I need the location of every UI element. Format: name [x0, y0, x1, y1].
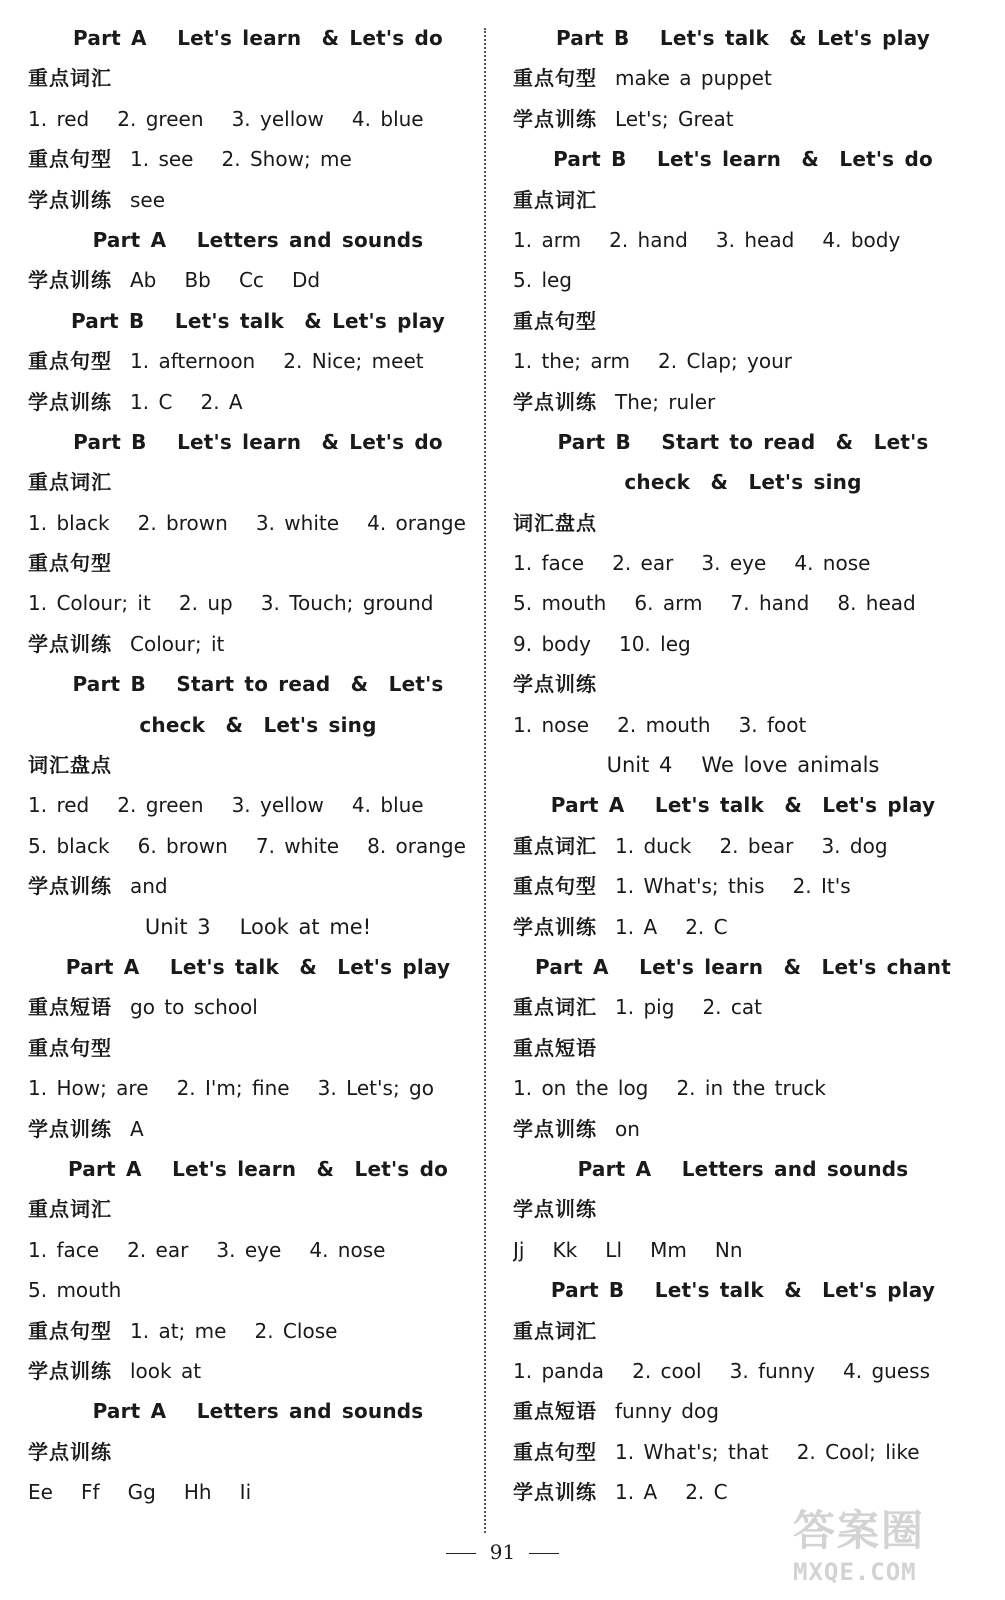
answer-text: 1. arm 2. hand 3. head 4. body — [513, 227, 901, 252]
answer-category-label: 重点句型 — [28, 1318, 112, 1343]
answer-category-label: 学点训练 — [28, 389, 112, 414]
answer-line — [28, 543, 488, 583]
answer-line — [28, 260, 488, 300]
unit-title — [513, 745, 973, 785]
answer-category-label: 学点训练 — [513, 1480, 597, 1505]
answer-line — [513, 301, 973, 341]
section-heading — [28, 422, 488, 462]
answer-category-label: 学点训练 — [513, 672, 597, 697]
answer-text: Ab Bb Cc Dd — [130, 268, 321, 293]
answer-line — [28, 1028, 488, 1068]
answer-line — [28, 382, 488, 422]
left-column — [28, 18, 488, 1512]
answer-text: 1. see 2. Show; me — [130, 147, 352, 172]
answer-line — [513, 220, 973, 260]
answer-category-label: 学点训练 — [513, 389, 597, 414]
answer-line — [513, 1068, 973, 1108]
answer-category-label: 重点句型 — [513, 66, 597, 91]
answer-line — [28, 503, 488, 543]
answer-line — [513, 1230, 973, 1270]
answer-line — [513, 99, 973, 139]
answer-line — [513, 1028, 973, 1068]
answer-category-label: 重点词汇 — [513, 1318, 597, 1343]
watermark-logo: 答案圈 — [793, 1506, 926, 1555]
answer-category-label: 重点短语 — [28, 995, 112, 1020]
heading-text: Part B Start to read & Let's — [72, 672, 444, 697]
section-heading — [28, 1149, 488, 1189]
section-heading — [513, 1270, 973, 1310]
heading-text: Part B Let's talk & Let's play — [70, 308, 446, 333]
answer-line — [513, 987, 973, 1027]
answer-text: 1. How; are 2. I'm; fine 3. Let's; go — [28, 1076, 434, 1101]
answer-line — [513, 341, 973, 381]
answer-text: go to school — [130, 995, 258, 1020]
column-divider — [484, 28, 486, 1533]
heading-text: Unit 4 We love animals — [606, 753, 880, 778]
heading-text: Part A Let's talk & Let's play — [65, 954, 451, 979]
answer-category-label: 学点训练 — [28, 1439, 112, 1464]
section-heading — [513, 18, 973, 58]
section-heading — [513, 1149, 973, 1189]
answer-line — [28, 785, 488, 825]
heading-text: Part A Let's learn & Let's do — [73, 26, 443, 50]
answer-text: 1. at; me 2. Close — [130, 1318, 338, 1343]
answer-line — [28, 1472, 488, 1512]
answer-text: 5. mouth 6. arm 7. hand 8. head — [513, 591, 916, 616]
answer-category-label: 学点训练 — [513, 1116, 597, 1141]
footer-dash-left — [446, 1553, 476, 1554]
answer-category-label: 重点词汇 — [513, 833, 597, 858]
answer-category-label: 重点句型 — [28, 349, 112, 374]
answer-line — [28, 1109, 488, 1149]
answer-text: 5. black 6. brown 7. white 8. orange — [28, 833, 466, 858]
heading-text: Unit 3 Look at me! — [144, 914, 372, 939]
answer-text: Colour; it — [130, 631, 225, 656]
answer-line — [28, 1311, 488, 1351]
section-heading — [28, 18, 488, 58]
answer-line — [28, 624, 488, 664]
answer-category-label: 重点句型 — [28, 1035, 112, 1060]
watermark-site: MXQE.COM — [793, 1558, 917, 1586]
answer-line — [513, 180, 973, 220]
heading-text: Part A Let's learn & Let's chant — [535, 954, 951, 979]
answer-text: 5. mouth — [28, 1278, 122, 1303]
answer-category-label: 学点训练 — [28, 874, 112, 899]
answer-line — [28, 745, 488, 785]
answer-line — [513, 503, 973, 543]
answer-line — [28, 1432, 488, 1472]
section-heading — [513, 947, 973, 987]
section-heading — [513, 785, 973, 825]
answer-text: Ee Ff Gg Hh Ii — [28, 1480, 252, 1505]
heading-text: Part A Letters and sounds — [577, 1156, 909, 1181]
heading-text: Part B Start to read & Let's — [557, 429, 929, 454]
answer-line — [513, 1351, 973, 1391]
answer-category-label: 重点词汇 — [28, 470, 112, 495]
answer-category-label: 学点训练 — [28, 631, 112, 656]
answer-text: 1. face 2. ear 3. eye 4. nose — [513, 551, 871, 576]
answer-category-label: 学点训练 — [28, 1358, 112, 1383]
heading-text: Part B Let's learn & Let's do — [553, 147, 933, 172]
answer-line — [513, 1432, 973, 1472]
answer-text: 1. A 2. C — [615, 1480, 728, 1505]
answer-category-label: 学点训练 — [28, 187, 112, 212]
answer-line — [28, 462, 488, 502]
answer-text: 1. afternoon 2. Nice; meet — [130, 349, 424, 374]
answer-line — [28, 341, 488, 381]
section-heading — [513, 139, 973, 179]
answer-line — [28, 987, 488, 1027]
answer-line — [28, 826, 488, 866]
answer-text: 1. face 2. ear 3. eye 4. nose — [28, 1237, 386, 1262]
answer-category-label: 重点句型 — [28, 147, 112, 172]
answer-text: and — [130, 874, 168, 899]
section-heading — [28, 301, 488, 341]
answer-line — [28, 583, 488, 623]
section-heading — [28, 220, 488, 260]
answer-line — [28, 180, 488, 220]
answer-category-label: 学点训练 — [513, 1197, 597, 1222]
answer-text: Let's; Great — [615, 106, 734, 131]
heading-text: Part A Letters and sounds — [92, 227, 424, 252]
answer-text: 1. red 2. green 3. yellow 4. blue — [28, 106, 424, 131]
answer-line — [513, 866, 973, 906]
answer-text: 1. What's; this 2. It's — [615, 874, 851, 899]
answer-line — [513, 1109, 973, 1149]
section-heading — [28, 1391, 488, 1431]
answer-line — [513, 664, 973, 704]
section-heading — [28, 664, 488, 704]
answer-text: The; ruler — [615, 389, 716, 414]
right-column — [513, 18, 973, 1512]
answer-category-label: 重点词汇 — [513, 995, 597, 1020]
answer-line — [513, 1311, 973, 1351]
answer-line — [513, 382, 973, 422]
heading-text: Part B Let's talk & Let's play — [555, 26, 931, 50]
answer-line — [28, 99, 488, 139]
heading-text: check & Let's sing — [624, 470, 862, 495]
answer-text: funny dog — [615, 1399, 719, 1424]
heading-text: check & Let's sing — [139, 712, 377, 737]
answer-text: on — [615, 1116, 640, 1141]
answer-line — [28, 58, 488, 98]
answer-category-label: 重点词汇 — [513, 187, 597, 212]
answer-category-label: 词汇盘点 — [513, 510, 597, 535]
answer-line — [513, 1189, 973, 1229]
section-heading — [513, 422, 973, 462]
heading-text: Part B Let's learn & Let's do — [73, 429, 443, 454]
heading-text: Part A Letters and sounds — [92, 1399, 424, 1424]
answer-text: 1. A 2. C — [615, 914, 728, 939]
answer-category-label: 学点训练 — [513, 914, 597, 939]
answer-text: see — [130, 187, 166, 212]
page-number: 91 — [489, 1540, 516, 1564]
answer-category-label: 重点词汇 — [28, 1197, 112, 1222]
answer-line — [28, 1230, 488, 1270]
answer-line — [28, 1270, 488, 1310]
answer-category-label: 重点短语 — [513, 1399, 597, 1424]
answer-text: 1. nose 2. mouth 3. foot — [513, 712, 807, 737]
answer-line — [513, 260, 973, 300]
answer-line — [28, 139, 488, 179]
section-heading — [513, 462, 973, 502]
answer-line — [513, 58, 973, 98]
heading-text: Part B Let's talk & Let's play — [550, 1278, 936, 1303]
answer-text: make a puppet — [615, 66, 772, 91]
footer-dash-right — [529, 1553, 559, 1554]
answer-category-label: 重点句型 — [513, 308, 597, 333]
unit-title — [28, 907, 488, 947]
answer-text: 1. red 2. green 3. yellow 4. blue — [28, 793, 424, 818]
heading-text: Part A Let's talk & Let's play — [550, 793, 936, 818]
answer-category-label: 重点短语 — [513, 1035, 597, 1060]
answer-text: 1. duck 2. bear 3. dog — [615, 833, 888, 858]
answer-line — [513, 826, 973, 866]
answer-text: 1. What's; that 2. Cool; like — [615, 1439, 920, 1464]
section-heading — [28, 947, 488, 987]
answer-text: 1. on the log 2. in the truck — [513, 1076, 826, 1101]
answer-category-label: 重点句型 — [28, 551, 112, 576]
answer-category-label: 学点训练 — [28, 1116, 112, 1141]
watermark — [793, 1498, 983, 1588]
answer-text: 1. black 2. brown 3. white 4. orange — [28, 510, 466, 535]
answer-category-label: 重点句型 — [513, 874, 597, 899]
answer-line — [513, 543, 973, 583]
answer-line — [28, 1189, 488, 1229]
answer-line — [28, 1068, 488, 1108]
answer-line — [513, 624, 973, 664]
answer-text: Jj Kk Ll Mm Nn — [513, 1237, 743, 1262]
answer-category-label: 学点训练 — [28, 268, 112, 293]
answer-text: 1. pig 2. cat — [615, 995, 762, 1020]
answer-text: 1. Colour; it 2. up 3. Touch; ground — [28, 591, 434, 616]
answer-line — [513, 583, 973, 623]
answer-category-label: 学点训练 — [513, 106, 597, 131]
answer-line — [28, 1351, 488, 1391]
answer-text: 1. panda 2. cool 3. funny 4. guess — [513, 1358, 930, 1383]
answer-text: 9. body 10. leg — [513, 631, 691, 656]
answer-line — [513, 705, 973, 745]
answer-text: 5. leg — [513, 268, 572, 293]
answer-category-label: 重点句型 — [513, 1439, 597, 1464]
answer-category-label: 词汇盘点 — [28, 753, 112, 778]
answer-text: look at — [130, 1358, 202, 1383]
answer-text: 1. the; arm 2. Clap; your — [513, 349, 793, 374]
answer-line — [513, 907, 973, 947]
section-heading — [28, 705, 488, 745]
answer-line — [513, 1391, 973, 1431]
answer-line — [28, 866, 488, 906]
answer-category-label: 重点词汇 — [28, 66, 112, 91]
heading-text: Part A Let's learn & Let's do — [67, 1156, 449, 1181]
answer-text: 1. C 2. A — [130, 389, 243, 414]
answer-text: A — [130, 1116, 144, 1141]
